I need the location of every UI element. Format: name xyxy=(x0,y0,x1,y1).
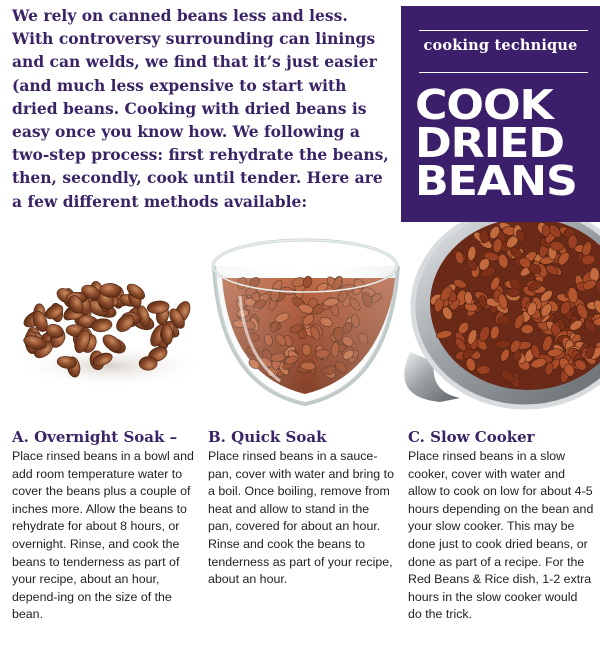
method-body: Place rinsed beans in a bowl and add room temperature water to cover the beans plus a couple of inches more. Allow the beans to rehydrate for about 8 hours, or overnight. Rinse, and cook the beans to tenderness as part of your recipe, about an hour, depend-ing on the size of the bean. xyxy=(12,449,194,622)
method-quick-soak xyxy=(208,428,396,589)
colander-illustration xyxy=(400,222,600,416)
photo-dried-beans-pile xyxy=(0,236,200,406)
header-title-line-2: DRIED xyxy=(415,119,564,167)
bean-icon xyxy=(542,225,550,237)
dried-beans-illustration xyxy=(0,236,200,406)
section-header-box xyxy=(401,6,600,222)
glass-bowl-illustration xyxy=(200,226,400,416)
method-heading: A. Overnight Soak – xyxy=(12,428,178,446)
photo-bowl-soaking-beans xyxy=(200,226,400,416)
header-title-line-3: BEANS xyxy=(415,157,577,205)
method-body: Place rinsed beans in a sauce-pan, cover with water and bring to a boil. Once boiling, remove from heat and allow to stand in the pan, covered for about an hour. Rinse and cook the beans to tenderness as part of your recipe, about an hour. xyxy=(208,449,394,587)
bean-icon xyxy=(568,235,578,249)
method-slow-cooker xyxy=(408,428,594,624)
header-kicker: cooking technique xyxy=(423,37,578,54)
method-overnight-soak xyxy=(12,428,200,624)
header-rule-bottom xyxy=(419,72,588,73)
header-title xyxy=(415,81,600,205)
method-body: Place rinsed beans in a slow cooker, cover with water and allow to cook on low for about 4-5 hours depending on the bean and your slow cooker. This may be done just to cook dried beans, or done as part of a recipe. For the Red Beans & Rice dish, 1-2 extra hours in the slow cooker would do the trick. xyxy=(408,449,594,622)
method-heading: C. Slow Cooker xyxy=(408,428,535,446)
bean-icon xyxy=(507,288,520,297)
header-rule-top xyxy=(419,30,588,31)
method-heading: B. Quick Soak xyxy=(208,428,327,446)
header-title-line-1: COOK xyxy=(415,81,553,129)
photo-colander-beans xyxy=(400,222,600,416)
intro-paragraph: We rely on canned beans less and less. With controversy surrounding can linings and can welds, we find that it’s just easier (and much less expensive to start with dried beans. Cooking with dried beans is easy once you know how. We following a two-step process: first rehydrate the beans, then, secondly, cook until tender. Here are a few different methods available: xyxy=(12,6,389,211)
bean-icon xyxy=(139,356,157,370)
